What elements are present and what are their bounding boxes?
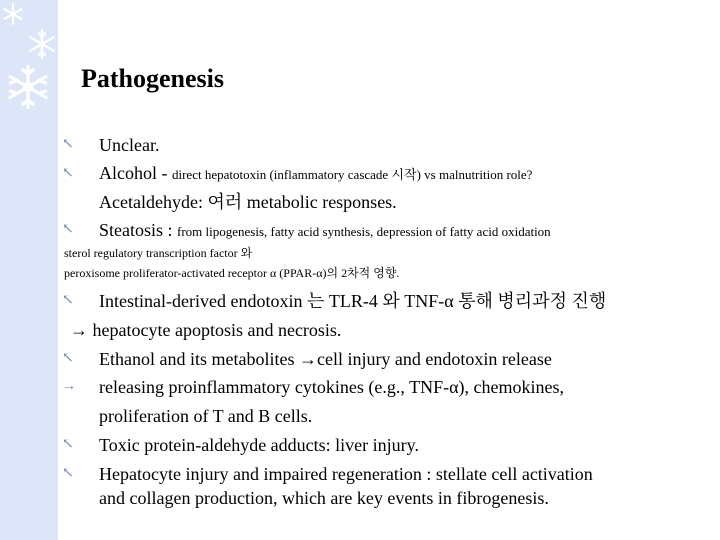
line-alcohol-lead: Alcohol - <box>99 163 172 183</box>
corner-arrow-bullet-icon: ↖ <box>62 166 74 181</box>
line-apoptosis: → hepatocyte apoptosis and necrosis. <box>70 320 342 340</box>
corner-arrow-bullet-icon: ↖ <box>62 437 74 452</box>
line-alcohol-detail: direct hepatotoxin (inflammatory cascade 시작) vs malnutrition role? <box>171 167 533 182</box>
line-proliferation: proliferation of T and B cells. <box>99 406 313 426</box>
corner-arrow-bullet-icon: ↖ <box>62 222 74 237</box>
corner-arrow-bullet-icon: ↖ <box>62 293 74 308</box>
line-acetaldehyde: Acetaldehyde: 여러 metabolic responses. <box>99 192 397 212</box>
slide-title: Pathogenesis <box>81 64 224 93</box>
corner-arrow-bullet-icon: ↖ <box>62 137 74 152</box>
line-ppar: peroxisome proliferator-activated receptor α (PPAR-α)의 2차적 영향. <box>64 266 400 280</box>
line-hepatocyte-injury: Hepatocyte injury and impaired regeneration : stellate cell activation <box>99 464 593 484</box>
line-unclear: Unclear. <box>99 135 160 155</box>
snowflake-icon <box>2 3 24 25</box>
line-steatosis-lead: Steatosis : <box>99 220 178 240</box>
line-adducts: Toxic protein-aldehyde adducts: liver injury. <box>99 435 419 455</box>
corner-arrow-bullet-icon: ↖ <box>62 466 74 481</box>
snowflake-icon <box>27 29 57 59</box>
line-steatosis-detail: from lipogenesis, fatty acid synthesis, depression of fatty acid oxidation <box>177 224 551 239</box>
line-cytokines: releasing proinflammatory cytokines (e.g., TNF-α), chemokines, <box>99 377 564 397</box>
line-sterol: sterol regulatory transcription factor 와 <box>64 246 253 260</box>
line-ethanol: Ethanol and its metabolites →cell injury and endotoxin release <box>99 349 552 369</box>
line-fibrogenesis: and collagen production, which are key events in fibrogenesis. <box>99 488 549 508</box>
line-endotoxin: Intestinal-derived endotoxin 는 TLR-4 와 TNF-α 통해 병리과정 진행 <box>99 291 607 311</box>
snowflake-icon <box>5 64 51 110</box>
arrow-bullet-icon: → <box>62 379 76 394</box>
corner-arrow-bullet-icon: ↖ <box>62 351 74 366</box>
line-steatosis <box>99 219 551 243</box>
line-alcohol <box>99 162 532 186</box>
